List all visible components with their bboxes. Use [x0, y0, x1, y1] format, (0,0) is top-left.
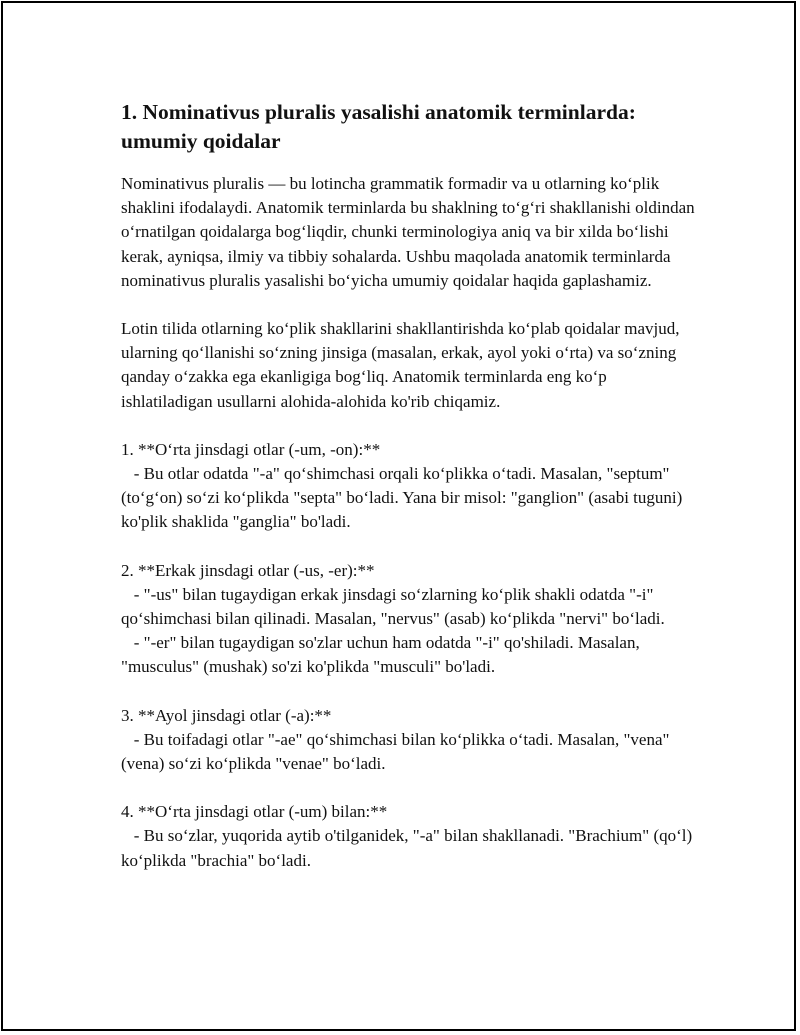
paragraph-gap	[121, 776, 696, 800]
intro-paragraph-2: Lotin tilida otlarning ko‘plik shakllarini shakllantirishda ko‘plab qoidalar mavjud, ularning qo‘llanishi so‘zning jinsiga (masalan, erkak, ayol yoki o‘rta) va so‘zning qanday o‘zakka ega ekanligiga bog‘liq. Anatomik terminlarda eng ko‘p ishlatiladigan usullarni alohida-alohida ko'rib chiqamiz.	[121, 319, 684, 411]
paragraph-gap	[121, 535, 696, 559]
document-body	[121, 98, 699, 873]
rule-section-2: 2. **Erkak jinsdagi otlar (-us, -er):** - "-us" bilan tugaydigan erkak jinsdagi so‘zlarning ko‘plik shakli odatda "-i" qo‘shimchasi bilan qilinadi. Masalan, "nervus" (asab) ko‘plikda "nervi" bo‘ladi. - "-er" bilan tugaydigan so'zlar uchun ham odatda "-i" qo'shiladi. Masalan, "musculus" (mushak) so'zi ko'plikda "musculi" bo'ladi.	[121, 560, 665, 677]
document-heading: 1. Nominativus pluralis yasalishi anatomik terminlarda: umumiy qoidalar	[121, 100, 636, 153]
intro-paragraph-1: Nominativus pluralis — bu lotincha grammatik formadir va u otlarning ko‘plik shaklini ifodalaydi. Anatomik terminlarda bu shaklning to‘g‘ri shakllanishi oldindan o‘rnatilgan qoidalarga bog‘liqdir, chunki terminologiya aniq va bir xilda bo‘lishi kerak, ayniqsa, ilmiy va tibbiy sohalarda. Ushbu maqolada anatomik terminlarda nominativus pluralis yasalishi bo‘yicha umumiy qoidalar haqida gaplashamiz.	[121, 174, 699, 290]
rule-section-3: 3. **Ayol jinsdagi otlar (-a):** - Bu toifadagi otlar "-ae" qo‘shimchasi bilan ko‘plikka o‘tadi. Masalan, "vena" (vena) so‘zi ko‘plikda "venae" bo‘ladi.	[121, 705, 670, 774]
paragraph-gap	[121, 414, 696, 438]
paragraph-gap	[121, 293, 696, 317]
paragraph-gap	[121, 680, 696, 704]
rule-section-1: 1. **O‘rta jinsdagi otlar (-um, -on):** - Bu otlar odatda "-a" qo‘shimchasi orqali ko‘plikka o‘tadi. Masalan, "septum" (to‘g‘on) so‘zi ko‘plikda "septa" bo‘ladi. Yana bir misol: "ganglion" (asabi tuguni) ko'plik shaklida "ganglia" bo'ladi.	[121, 439, 683, 532]
rule-section-4: 4. **O‘rta jinsdagi otlar (-um) bilan:** - Bu so‘zlar, yuqorida aytib o'tilganidek, "-a" bilan shakllanadi. "Brachium" (qo‘l) ko‘plikda "brachia" bo‘ladi.	[121, 802, 693, 870]
page-frame	[1, 1, 796, 1031]
